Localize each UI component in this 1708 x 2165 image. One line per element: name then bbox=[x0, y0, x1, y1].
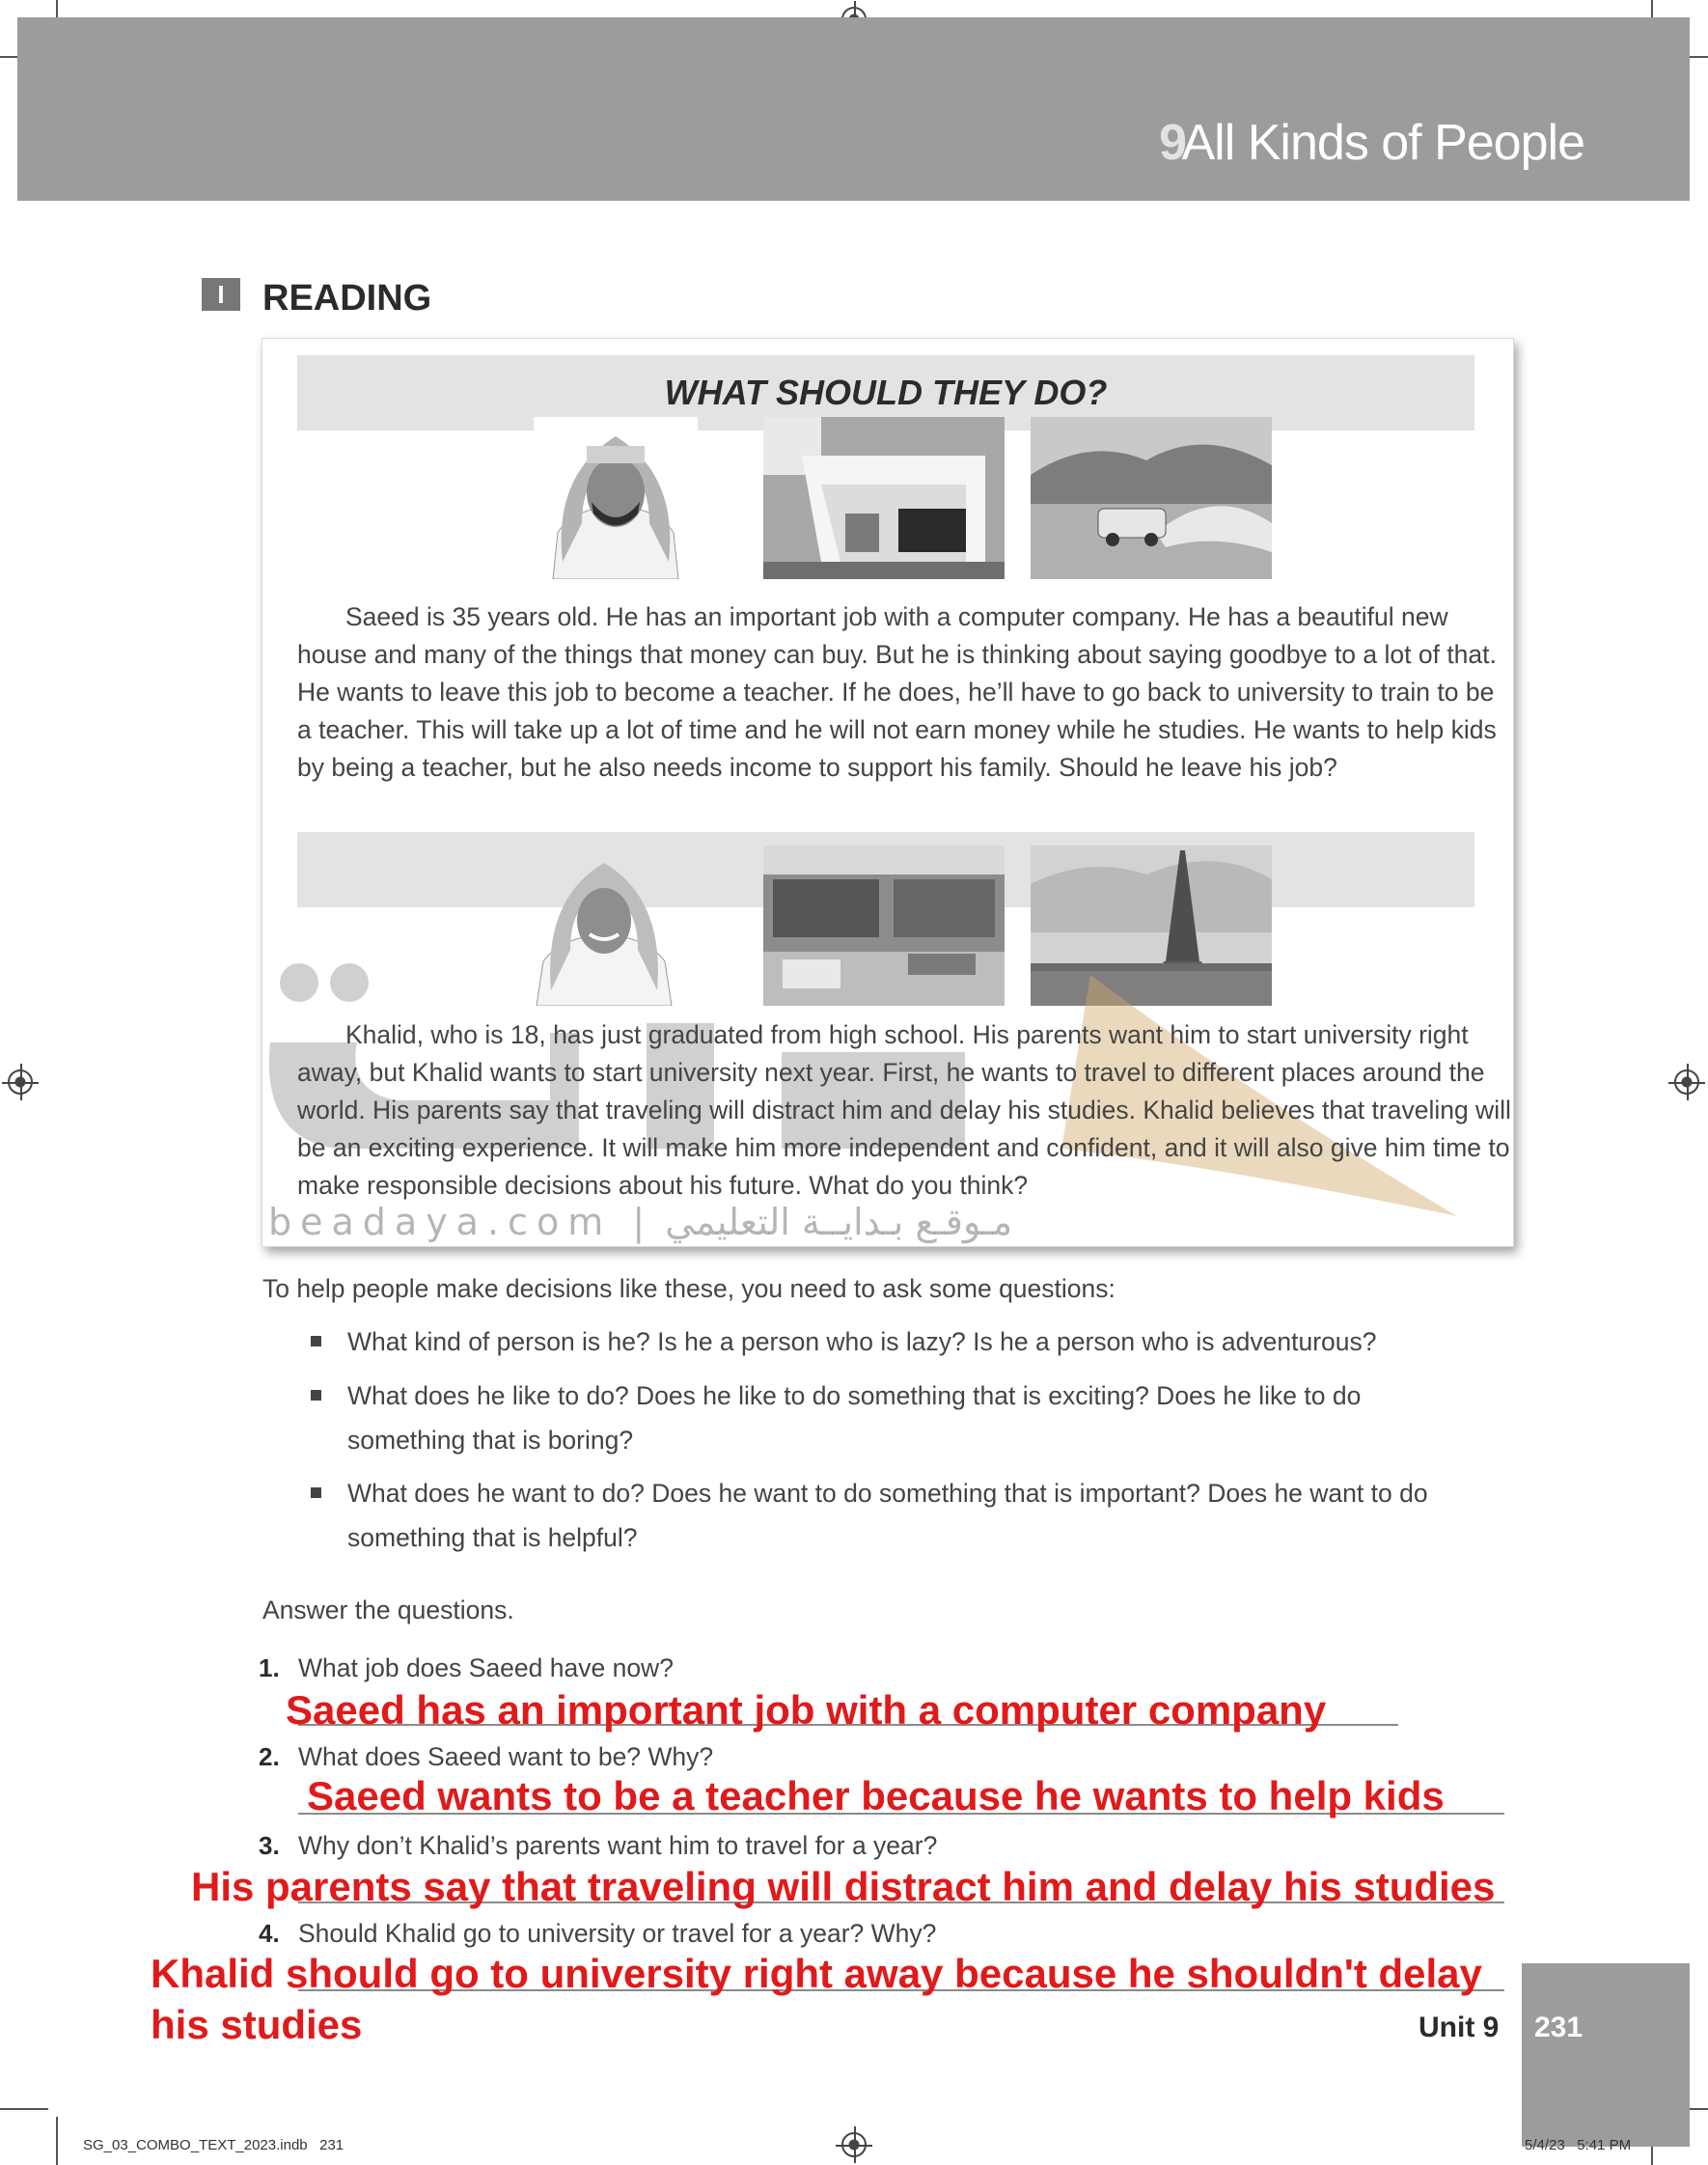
unit-title: All Kinds of People bbox=[1181, 115, 1584, 171]
question-text: Why don’t Khalid’s parents want him to travel for a year? bbox=[298, 1831, 938, 1860]
house-photo bbox=[763, 417, 1005, 579]
question-text: Should Khalid go to university or travel for a year? Why? bbox=[298, 1919, 937, 1948]
bullet-line: What does he like to do? Does he like to do something that is exciting? Does he like to do bbox=[347, 1381, 1362, 1410]
question-number: 3. bbox=[259, 1831, 280, 1860]
question-number: 4. bbox=[259, 1919, 280, 1948]
desert-car-photo bbox=[1031, 417, 1272, 579]
question-number: 2. bbox=[259, 1742, 280, 1771]
answer-text[interactable]: Saeed has an important job with a computer company bbox=[286, 1687, 1327, 1733]
registration-mark-icon bbox=[841, 2132, 867, 2157]
print-slug-file: SG_03_COMBO_TEXT_2023.indb 231 bbox=[83, 2137, 344, 2153]
print-slug-date: 5/4/23 5:41 PM bbox=[1525, 2137, 1632, 2153]
question-text: What does Saeed want to be? Why? bbox=[298, 1742, 714, 1771]
answer-text[interactable]: Khalid should go to university right away because he shouldn't delay bbox=[151, 1951, 1482, 1996]
bullet-line: something that is helpful? bbox=[347, 1523, 638, 1552]
registration-mark-icon bbox=[1674, 1069, 1699, 1095]
bullet-line: What does he want to do? Does he want to do something that is important? Does he want to do bbox=[347, 1479, 1428, 1508]
bullet-icon bbox=[311, 1487, 321, 1498]
paragraph-saeed: Saeed is 35 years old. He has an important job with a computer company. He has a beautiful new house and many of the things that money can buy. But he is thinking about saying goodbye to a lot of that. He wants to leave this job to become a teacher. If he does, he’ll have to go back to university to train to be a teacher. This will take up a lot of time and he will not earn money while he studies. He wants to help kids by being a teacher, but he also needs income to support his family. Should he leave his job? bbox=[297, 602, 1497, 782]
bullet-line: What kind of person is he? Is he a person who is lazy? Is he a person who is adventurous? bbox=[347, 1327, 1377, 1356]
bullet-line: something that is boring? bbox=[347, 1426, 634, 1455]
answer-prompt: Answer the questions. bbox=[262, 1596, 514, 1624]
saeed-photo bbox=[534, 417, 698, 579]
footer-band bbox=[1522, 1963, 1690, 2147]
question-text: What job does Saeed have now? bbox=[298, 1653, 674, 1682]
bullet-icon bbox=[311, 1336, 321, 1346]
footer-unit-label: Unit 9 bbox=[1419, 2012, 1500, 2043]
unit-header-band bbox=[17, 17, 1690, 201]
answer-text[interactable]: Saeed wants to be a teacher because he wants to help kids bbox=[307, 1773, 1445, 1818]
bullet-icon bbox=[311, 1390, 321, 1401]
question-number: 1. bbox=[259, 1653, 280, 1682]
unit-number: 9 bbox=[1159, 115, 1187, 171]
section-title: READING bbox=[262, 278, 432, 319]
registration-mark-icon bbox=[8, 1069, 33, 1095]
watermark-arabic: مـوقـع بـدايــة التعليمي bbox=[665, 1201, 1013, 1243]
watermark-separator: | bbox=[632, 1201, 646, 1243]
paragraph-khalid: Khalid, who is 18, has just graduated from high school. His parents want him to start university right away, but Khalid wants to start university next year. First, he wants to travel to different places around the world. His parents say that traveling will distract him and delay his studies. Khalid believes that traveling will be an exciting experience. It will make him more independent and confident, and it will also give him time to make responsible decisions about his future. What do you think? bbox=[297, 1020, 1511, 1200]
reading-title: WHAT SHOULD THEY DO? bbox=[664, 373, 1108, 412]
crop-mark bbox=[56, 2117, 58, 2165]
answer-text[interactable]: his studies bbox=[151, 2002, 363, 2047]
watermark-site: beadaya.com bbox=[268, 1201, 613, 1243]
crop-mark bbox=[0, 2108, 48, 2110]
answer-text[interactable]: His parents say that traveling will distract him and delay his studies bbox=[191, 1864, 1496, 1909]
page-number: 231 bbox=[1534, 2012, 1584, 2043]
section-badge: I bbox=[202, 278, 240, 311]
intro-text: To help people make decisions like these, you need to ask some questions: bbox=[262, 1274, 1116, 1303]
watermark-text bbox=[268, 1201, 1012, 1243]
